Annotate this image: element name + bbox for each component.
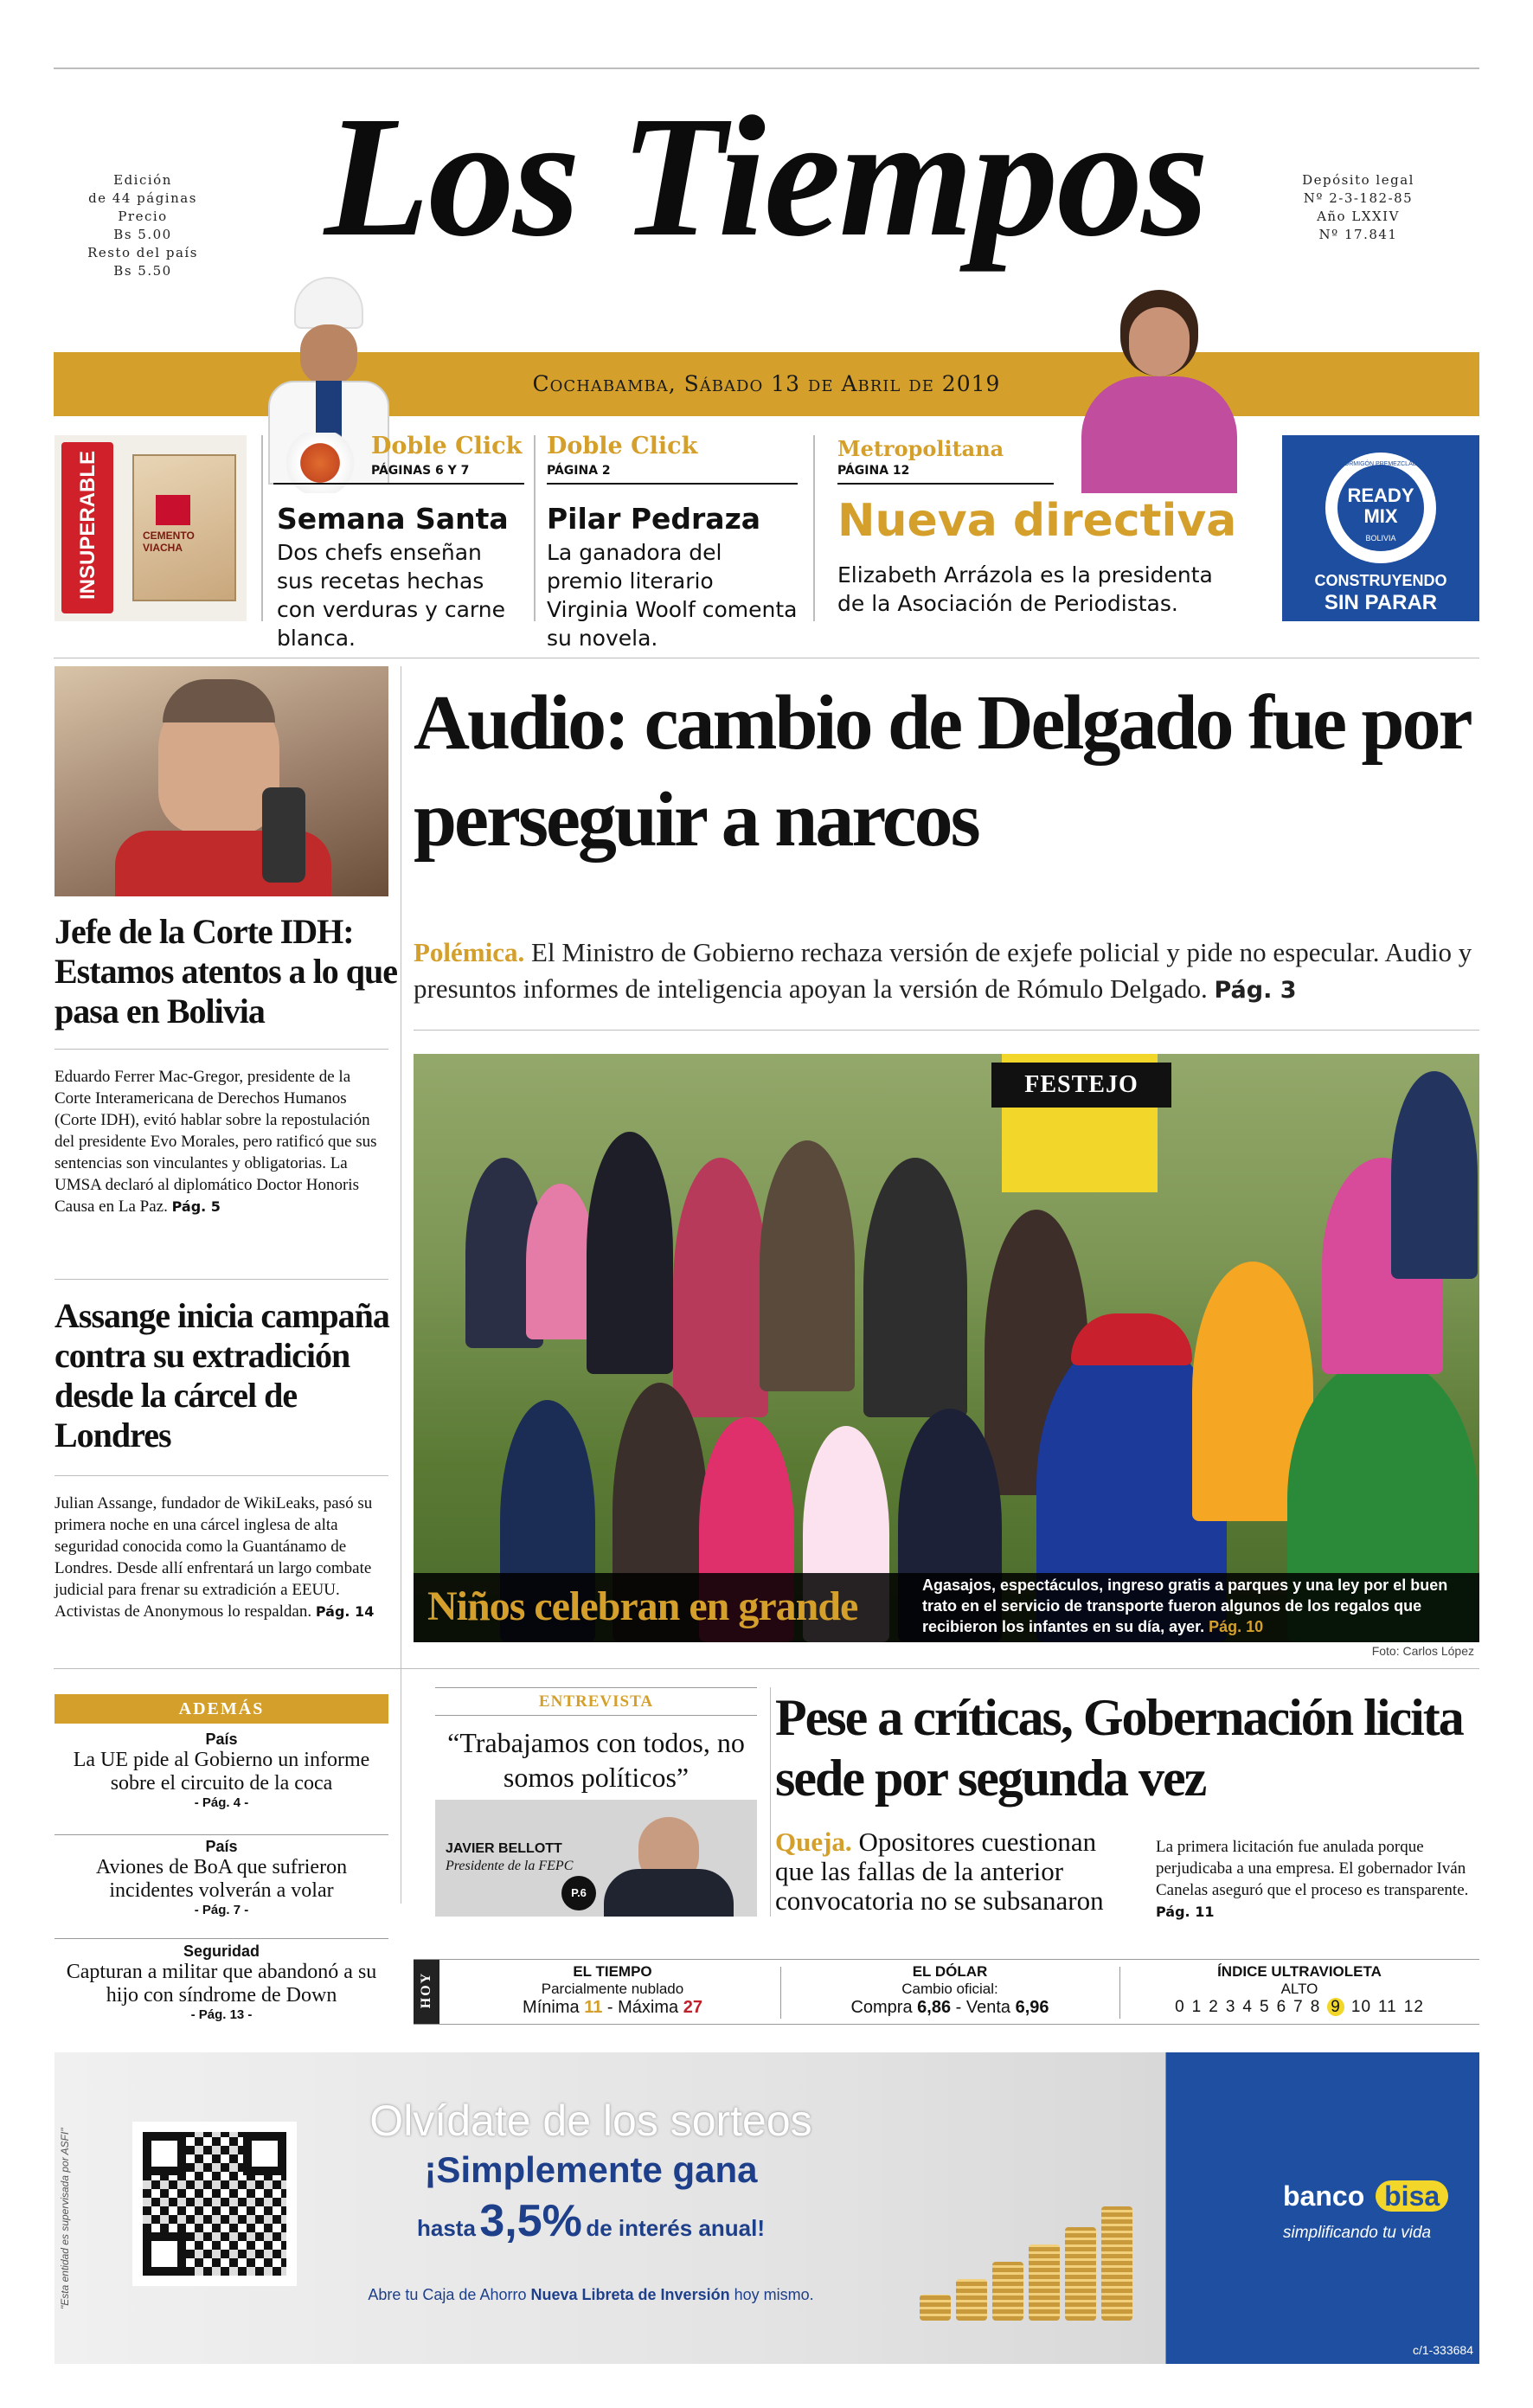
uv-title: ÍNDICE ULTRAVIOLETA xyxy=(1217,1963,1382,1980)
weather-title: EL TIEMPO xyxy=(573,1963,652,1980)
interview-page: P.6 xyxy=(561,1876,596,1910)
teaser-nueva-directiva[interactable] xyxy=(837,433,1244,623)
corte-idh-headline[interactable]: Jefe de la Corte IDH: Estamos atentos a lo que pasa en Bolivia xyxy=(55,912,398,1031)
hoy-bar xyxy=(414,1959,1479,2025)
dollar-desc: Cambio oficial: xyxy=(901,1981,998,1997)
page-ref[interactable]: Pág. 11 xyxy=(1156,1904,1215,1920)
teaser-page: PÁGINA 2 xyxy=(547,464,611,478)
uv-scale-number: 1 xyxy=(1191,1998,1203,2016)
bank-logo xyxy=(1283,2180,1448,2212)
ad-label: INSUPERABLE xyxy=(76,450,99,600)
rate-pre: hasta xyxy=(417,2215,476,2241)
gobernacion-headline[interactable]: Pese a críticas, Gobernación licita sede por segunda vez xyxy=(775,1689,1463,1807)
teaser-title: Semana Santa xyxy=(277,502,509,536)
edition-info-right xyxy=(1289,171,1427,244)
gobernacion-deck-text: Opositores cuestionan que las fallas de la anterior convocatoria no se subsanaron xyxy=(775,1827,1104,1916)
min-label: Mínima xyxy=(523,1998,580,2017)
teaser-semana-santa[interactable] xyxy=(273,433,524,651)
page-ref[interactable]: Pág. 5 xyxy=(171,1198,221,1215)
interview-role: Presidente de la FEPC xyxy=(446,1859,574,1873)
rate-post: de interés anual! xyxy=(586,2215,765,2241)
main-deck xyxy=(414,934,1479,1009)
weather xyxy=(448,1963,777,2018)
edition-info-left xyxy=(87,171,199,280)
cta-pre: Abre tu Caja de Ahorro xyxy=(368,2286,527,2303)
interview-name: JAVIER BELLOTT xyxy=(446,1841,562,1856)
story-body-text: Julian Assange, fundador de WikiLeaks, pasó su primera noche en una cárcel inglesa de alta seguridad conocida como la Guantánamo de Londres. Desde allí enfrentará un largo combate judicial para frenar su extradición a EEUU. Activistas de Anonymous lo respaldan. xyxy=(55,1494,373,1621)
buy-rate: 6,86 xyxy=(917,1998,952,2017)
teaser-title: Nueva directiva xyxy=(837,495,1237,547)
uv-scale-number: 10 xyxy=(1350,1998,1372,2016)
uv-scale-number: 12 xyxy=(1403,1998,1424,2016)
bank-name: banco xyxy=(1283,2180,1365,2212)
ademas-item-page: - Pág. 13 - xyxy=(190,2007,253,2022)
ademas-item[interactable] xyxy=(55,1942,388,2022)
brand-top: HORMIGÓN PREMEZCLADO xyxy=(1339,461,1422,467)
teaser-title: Pilar Pedraza xyxy=(547,502,761,536)
bank-bisa-ad[interactable] xyxy=(55,2052,1479,2364)
dateline: Cochabamba, Sábado 13 de Abril de 2019 xyxy=(532,371,1001,396)
interview-label: ENTREVISTA xyxy=(538,1692,654,1711)
edition-line: Nº 2-3-182-85 xyxy=(1303,190,1414,206)
uv-scale-number: 5 xyxy=(1259,1998,1270,2016)
story-body-text: La primera licitación fue anulada porque perjudicaba a una empresa. El gobernador Iván Canelas aseguró que el proceso es transparente. xyxy=(1156,1838,1469,1899)
mix-label: MIX xyxy=(1363,505,1398,527)
uv-scale-number: 7 xyxy=(1293,1998,1304,2016)
brand-bottom: BOLIVIA xyxy=(1365,534,1396,543)
main-kicker: Polémica. xyxy=(414,937,525,967)
edition-line: Bs 5.50 xyxy=(113,263,172,279)
teaser-section: Doble Click xyxy=(371,433,523,459)
story-body-text: Eduardo Ferrer Mac-Gregor, presidente de la Corte Interamericana de Derechos Humanos (Corte IDH), evitó hablar sobre la repostulación del presidente Evo Morales, pero ratificó que sus sentencias son vinculantes y obligatorias. La UMSA declaró al diplomático Doctor Honoris Causa en La Paz. xyxy=(55,1068,377,1216)
teaser-page: PÁGINA 12 xyxy=(837,464,910,478)
ademas-title: ADEMÁS xyxy=(55,1694,388,1724)
festejo-photo[interactable] xyxy=(414,1054,1479,1642)
ademas-item-text: Capturan a militar que abandonó a su hijo con síndrome de Down xyxy=(66,1961,377,2007)
uv-scale-number: 2 xyxy=(1209,1998,1219,2016)
ademas-item-page: - Pág. 7 - xyxy=(194,1903,249,1917)
ready-label: READY xyxy=(1347,485,1414,506)
uv-scale xyxy=(1125,1998,1474,2017)
uv-index xyxy=(1125,1963,1474,2017)
uv-scale-number: 4 xyxy=(1242,1998,1253,2016)
ademas-item-text: Aviones de BoA que sufrieron incidentes volverán a volar xyxy=(95,1856,348,1902)
gobernacion-body xyxy=(1156,1836,1476,1923)
slogan-2: SIN PARAR xyxy=(1324,591,1438,614)
ready-mix-logo xyxy=(1325,453,1436,563)
photo-headline[interactable]: Niños celebran en grande xyxy=(427,1583,858,1629)
ademas-item-section: País xyxy=(205,1731,238,1748)
edition-line: Bs 5.00 xyxy=(113,227,172,242)
ready-mix-ad[interactable] xyxy=(1282,435,1479,621)
weather-temps: Mínima 11 - Máxima 27 xyxy=(523,1998,702,2017)
main-deck-text: El Ministro de Gobierno rechaza versión de exjefe policial y pide no especular. Audio y presuntos informes de inteligencia apoyan la versión de Rómulo Delgado. xyxy=(414,937,1472,1004)
gobernacion-kicker: Queja. xyxy=(775,1827,852,1857)
edition-line: Depósito legal xyxy=(1302,172,1414,188)
ad-line-2: ¡Simplemente gana xyxy=(424,2149,758,2190)
ad-line-1: Olvídate de los sorteos xyxy=(369,2097,812,2145)
ademas-item-text: La UE pide al Gobierno un informe sobre el circuito de la coca xyxy=(73,1749,370,1795)
cta-post: hoy mismo. xyxy=(734,2286,814,2303)
weather-desc: Parcialmente nublado xyxy=(541,1981,684,1997)
hoy-label xyxy=(414,1960,439,2024)
hoy-text: HOY xyxy=(419,1971,433,2009)
ademas-item[interactable] xyxy=(55,1731,388,1810)
teaser-section: Metropolitana xyxy=(837,436,1004,461)
uv-level: ALTO xyxy=(1280,1981,1318,1997)
uv-scale-number: 0 xyxy=(1175,1998,1185,2016)
ferrer-photo[interactable] xyxy=(55,666,388,896)
teaser-pilar-pedraza[interactable] xyxy=(547,433,798,651)
uv-scale-number: 6 xyxy=(1276,1998,1287,2016)
teaser-text: Dos chefs enseñan sus recetas hechas con verduras y carne blanca. xyxy=(277,540,506,651)
min-temp: 11 xyxy=(584,1998,603,2017)
edition-line: Edición xyxy=(113,172,172,188)
max-temp: 27 xyxy=(683,1998,702,2017)
page-ref[interactable]: Pág. 3 xyxy=(1214,977,1297,1004)
dollar-rates: Compra 6,86 - Venta 6,96 xyxy=(850,1998,1049,2017)
cement-bag xyxy=(132,454,236,601)
uv-current-value: 9 xyxy=(1327,1998,1344,2016)
uv-scale-number: 11 xyxy=(1378,1998,1397,2016)
main-headline[interactable]: Audio: cambio de Delgado fue por perseguir a narcos xyxy=(414,680,1469,863)
interview-box[interactable] xyxy=(435,1687,757,1917)
ad-cta xyxy=(314,2286,868,2304)
ademas-box xyxy=(55,1694,388,1962)
buy-label: Compra xyxy=(850,1998,913,2017)
uv-scale-number: 8 xyxy=(1310,1998,1321,2016)
dollar-title: EL DÓLAR xyxy=(912,1963,988,1980)
photo-caption-bar xyxy=(414,1573,1479,1642)
page-ref[interactable]: Pág. 10 xyxy=(1209,1618,1264,1635)
sell-label: Venta xyxy=(965,1998,1011,2017)
edition-line: Nº 17.841 xyxy=(1318,227,1398,242)
ad-line-3 xyxy=(314,2195,868,2247)
slogan-1: CONSTRUYENDO xyxy=(1314,572,1447,589)
photo-caption xyxy=(922,1575,1472,1637)
max-label: Máxima xyxy=(618,1998,679,2017)
ademas-item-page: - Pág. 4 - xyxy=(194,1795,249,1810)
rate-value: 3,5% xyxy=(479,2196,582,2246)
sell-rate: 6,96 xyxy=(1015,1998,1049,2017)
ademas-item[interactable] xyxy=(55,1838,388,1917)
edition-line: Año LXXIV xyxy=(1317,209,1400,224)
teaser-text: La ganadora del premio literario Virginia Woolf comenta su novela. xyxy=(547,540,798,651)
assange-headline[interactable]: Assange inicia campaña contra su extradición desde la cárcel de Londres xyxy=(55,1296,389,1454)
ad-code: c/1-333684 xyxy=(1412,2343,1473,2357)
bank-tagline: simplificando tu vida xyxy=(1283,2224,1432,2242)
cta-bold: Nueva Libreta de Inversión xyxy=(530,2286,730,2303)
edition-line: Precio xyxy=(118,209,168,224)
ademas-item-section: Seguridad xyxy=(183,1942,260,1960)
festejo-tag: FESTEJO xyxy=(991,1063,1171,1108)
teaser-page: PÁGINAS 6 Y 7 xyxy=(371,464,470,478)
assange-body xyxy=(55,1493,388,1622)
cement-brand: CEMENTO VIACHA xyxy=(143,530,195,554)
gobernacion-deck xyxy=(775,1827,1121,1916)
caption-text: Agasajos, espectáculos, ingreso gratis a parques y una ley por el buen trato en el servicio de transporte fueron algunos de los regalos que recibieron los infantes en su día, ayer. xyxy=(922,1576,1448,1635)
photo-credit: Foto: Carlos López xyxy=(1371,1644,1474,1658)
qr-code[interactable] xyxy=(132,2122,297,2286)
corte-idh-body xyxy=(55,1066,388,1217)
page-ref[interactable]: Pág. 14 xyxy=(315,1603,375,1620)
edition-line: de 44 páginas xyxy=(88,190,197,206)
uv-scale-number: 3 xyxy=(1225,1998,1236,2016)
edition-line: Resto del país xyxy=(87,245,198,260)
interview-quote: “Trabajamos con todos, no somos políticos” xyxy=(447,1727,745,1793)
coin-stacks xyxy=(920,2191,1145,2321)
ademas-item-section: País xyxy=(205,1838,238,1855)
teaser-text: Elizabeth Arrázola es la presidenta de la Asociación de Periodistas. xyxy=(837,562,1213,616)
teaser-section: Doble Click xyxy=(547,433,698,459)
ad-legal: "Esta entidad es supervisada por ASFI" xyxy=(59,2128,71,2309)
cement-ad[interactable] xyxy=(55,435,247,621)
dollar xyxy=(786,1963,1114,2018)
bank-mark: bisa xyxy=(1376,2180,1448,2212)
masthead-title[interactable]: Los Tiempos xyxy=(324,81,1208,273)
